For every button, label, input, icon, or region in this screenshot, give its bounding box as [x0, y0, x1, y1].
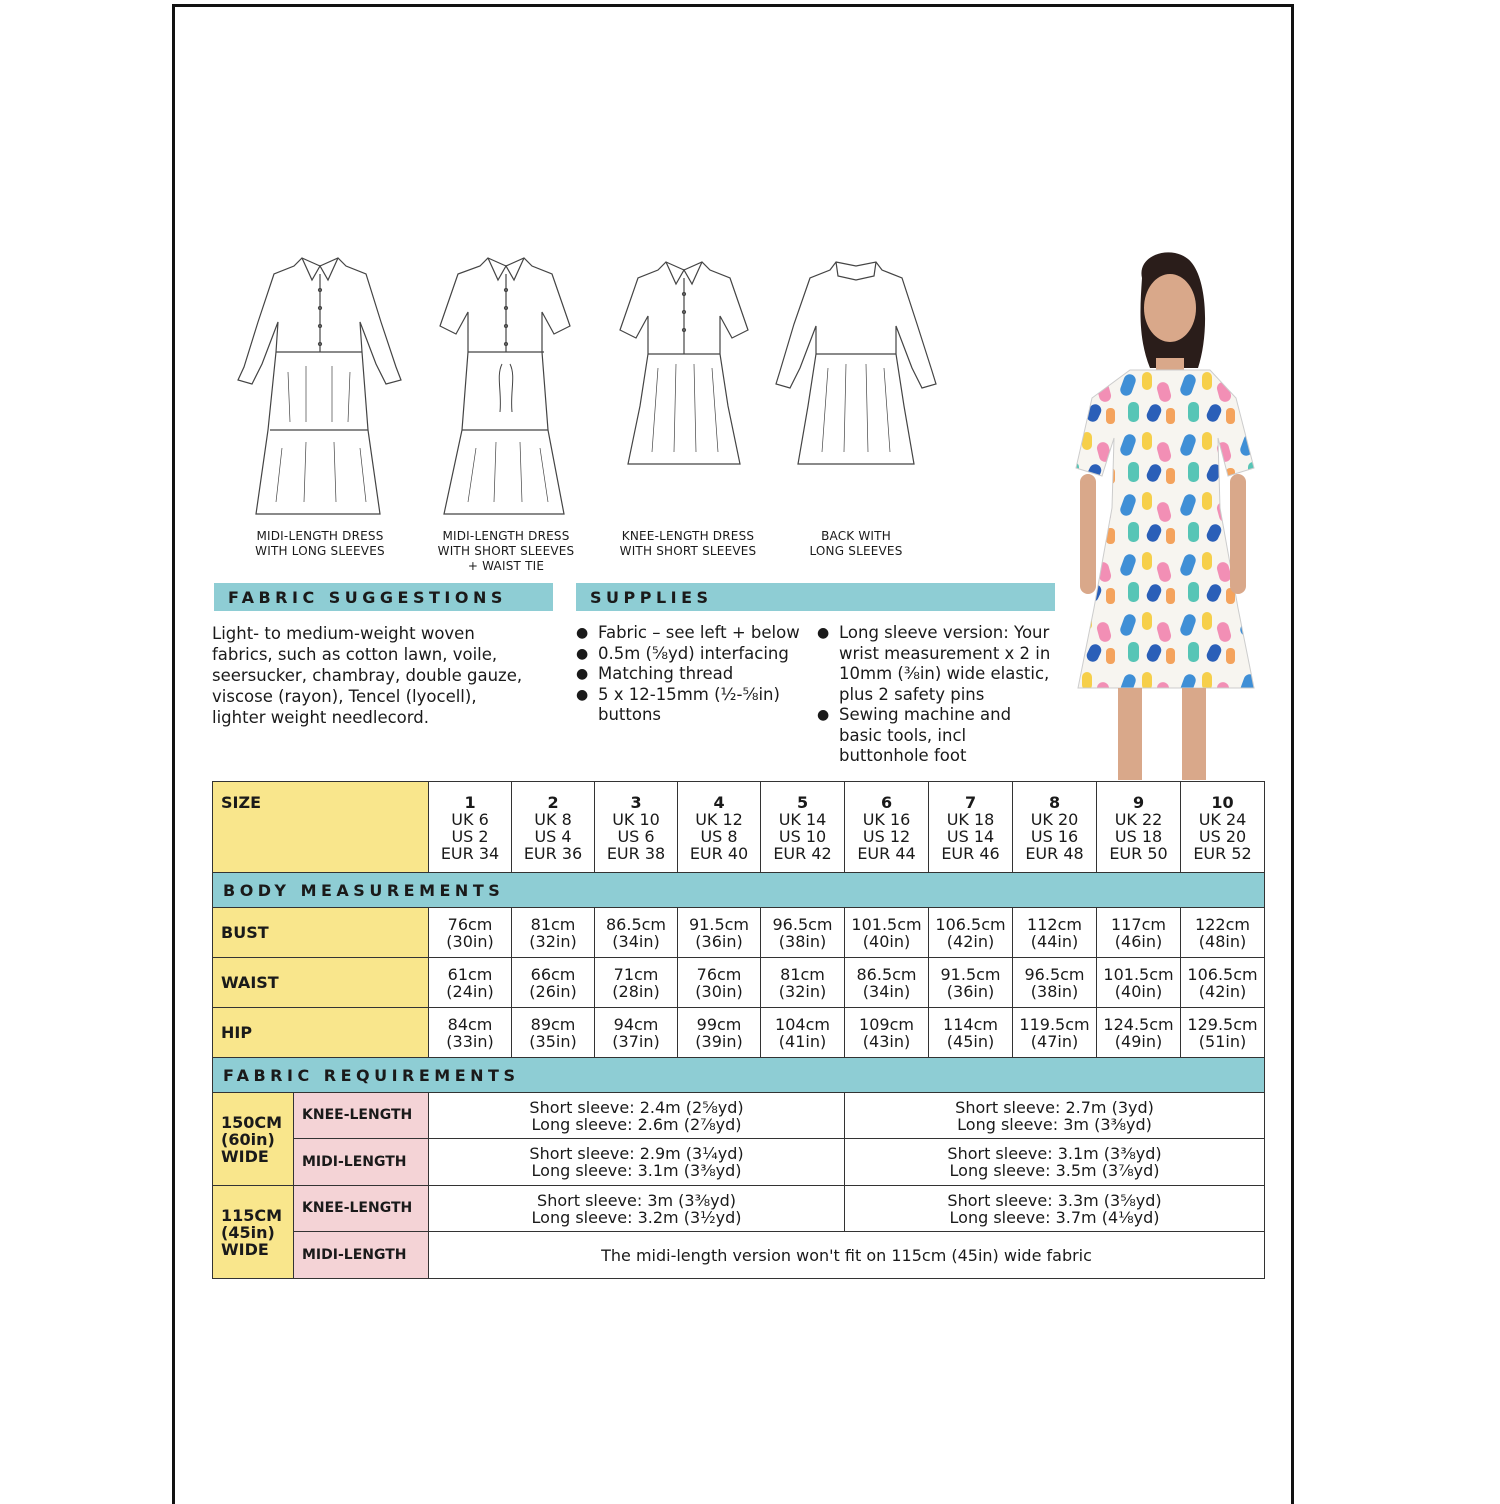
size-us: US 10 — [778, 827, 827, 846]
size-eur: EUR 44 — [857, 844, 916, 863]
size-us: US 6 — [617, 827, 655, 846]
size-number: 5 — [796, 793, 809, 812]
size-uk: UK 18 — [946, 810, 995, 829]
waist-value: 86.5cm (34in) — [845, 958, 929, 1008]
size-us: US 16 — [1030, 827, 1079, 846]
size-uk: UK 24 — [1198, 810, 1247, 829]
req-115-knee-sizes-6-10: Short sleeve: 3.3m (3⅝yd) Long sleeve: 3.7m (4⅛yd) — [845, 1186, 1265, 1232]
sketch-midi-short-sleeve-tie — [436, 252, 576, 522]
supplies-list-left — [576, 623, 812, 726]
size-eur: EUR 50 — [1109, 844, 1168, 863]
sketch-caption-4: BACK WITH LONG SLEEVES — [809, 529, 903, 558]
size-us: US 2 — [451, 827, 489, 846]
bust-row — [213, 908, 1265, 958]
size-cell-4 — [678, 782, 761, 873]
bust-value: 117cm (46in) — [1097, 908, 1181, 958]
bust-value: 101.5cm (40in) — [845, 908, 929, 958]
sketch-caption-1: MIDI-LENGTH DRESS WITH LONG SLEEVES — [255, 529, 385, 558]
size-number: 4 — [713, 793, 725, 812]
sketch-knee-short-sleeve — [614, 256, 754, 471]
knee-length-label: KNEE-LENGTH — [294, 1093, 429, 1139]
fabric-requirements-heading: FABRIC REQUIREMENTS — [213, 1058, 1265, 1093]
supply-item: ● 0.5m (⅝yd) interfacing — [576, 644, 812, 665]
bust-value: 81cm (32in) — [512, 908, 595, 958]
sketch-caption-2: MIDI-LENGTH DRESS WITH SHORT SLEEVES + WAIST TIE — [437, 529, 575, 573]
supplies-list-right — [817, 623, 1055, 767]
size-label: SIZE — [213, 782, 429, 873]
midi-length-label: MIDI-LENGTH — [294, 1232, 429, 1279]
bust-value: 106.5cm (42in) — [929, 908, 1013, 958]
size-us: US 18 — [1114, 827, 1163, 846]
size-eur: EUR 34 — [440, 844, 500, 863]
size-number: 3 — [630, 793, 642, 812]
hip-value: 129.5cm (51in) — [1181, 1008, 1265, 1058]
size-cell-3 — [595, 782, 678, 873]
size-cell-9 — [1097, 782, 1181, 873]
waist-value: 91.5cm (36in) — [929, 958, 1013, 1008]
hip-value: 99cm (39in) — [678, 1008, 761, 1058]
size-eur: EUR 46 — [941, 844, 1000, 863]
size-number: 1 — [464, 793, 476, 812]
sketch-back-long-sleeve — [772, 256, 940, 471]
bust-value: 112cm (44in) — [1013, 908, 1097, 958]
req-115-knee-sizes-1-5: Short sleeve: 3m (3⅜yd) Long sleeve: 3.2m (3½yd) — [429, 1186, 845, 1232]
body-measurements-heading: BODY MEASUREMENTS — [213, 873, 1265, 908]
req-150-knee-row — [213, 1093, 1265, 1139]
size-us: US 8 — [700, 827, 738, 846]
size-cell-10 — [1181, 782, 1265, 873]
size-cell-6 — [845, 782, 929, 873]
req-150-midi-sizes-1-5: Short sleeve: 2.9m (3¼yd) Long sleeve: 3.1m (3⅜yd) — [429, 1139, 845, 1186]
hip-label: HIP — [213, 1008, 429, 1058]
bust-value: 86.5cm (34in) — [595, 908, 678, 958]
sketch-caption-3: KNEE-LENGTH DRESS WITH SHORT SLEEVES — [619, 529, 757, 558]
hip-value: 104cm (41in) — [761, 1008, 845, 1058]
bust-value: 76cm (30in) — [429, 908, 512, 958]
supply-item: ● Fabric – see left + below — [576, 623, 812, 644]
supplies-heading: SUPPLIES — [576, 583, 1055, 611]
size-uk: UK 6 — [451, 810, 489, 829]
size-number: 9 — [1132, 793, 1145, 812]
hip-value: 94cm (37in) — [595, 1008, 678, 1058]
bust-label: BUST — [213, 908, 429, 958]
model-photo — [1058, 248, 1274, 780]
size-us: US 20 — [1198, 827, 1247, 846]
size-cell-5 — [761, 782, 845, 873]
width-150-label: 150CM (60in) WIDE — [213, 1093, 294, 1186]
hip-value: 109cm (43in) — [845, 1008, 929, 1058]
size-eur: EUR 42 — [773, 844, 832, 863]
size-uk: UK 16 — [862, 810, 911, 829]
supply-item: ● Sewing machine and basic tools, incl buttonhole foot — [817, 705, 1055, 767]
size-uk: UK 22 — [1114, 810, 1163, 829]
bust-value: 96.5cm (38in) — [761, 908, 845, 958]
size-chart-table — [212, 781, 1265, 1279]
size-eur: EUR 48 — [1025, 844, 1084, 863]
waist-label: WAIST — [213, 958, 429, 1008]
waist-value: 66cm (26in) — [512, 958, 595, 1008]
size-cell-8 — [1013, 782, 1097, 873]
hip-value: 84cm (33in) — [429, 1008, 512, 1058]
size-cell-2 — [512, 782, 595, 873]
size-uk: UK 14 — [778, 810, 827, 829]
size-us: US 14 — [946, 827, 995, 846]
size-number: 8 — [1048, 793, 1061, 812]
waist-value: 101.5cm (40in) — [1097, 958, 1181, 1008]
size-uk: UK 10 — [612, 810, 660, 829]
waist-value: 81cm (32in) — [761, 958, 845, 1008]
req-150-midi-row — [213, 1139, 1265, 1186]
req-115-midi-row — [213, 1232, 1265, 1279]
size-uk: UK 8 — [534, 810, 572, 829]
size-number: 7 — [964, 793, 977, 812]
size-eur: EUR 40 — [689, 844, 749, 863]
supply-item: ● Matching thread — [576, 664, 812, 685]
size-eur: EUR 38 — [606, 844, 666, 863]
hip-value: 89cm (35in) — [512, 1008, 595, 1058]
fabric-suggestions-text: Light- to medium-weight woven fabrics, such as cotton lawn, voile, seersucker, chambray, double gauze, viscose (rayon), Tencel (lyocell), lighter weight needlecord. — [212, 624, 523, 727]
bust-value: 122cm (48in) — [1181, 908, 1265, 958]
sketch-midi-long-sleeve — [236, 252, 404, 522]
waist-value: 76cm (30in) — [678, 958, 761, 1008]
midi-length-label: MIDI-LENGTH — [294, 1139, 429, 1186]
size-number: 2 — [547, 793, 559, 812]
req-115-midi-note: The midi-length version won't fit on 115cm (45in) wide fabric — [429, 1232, 1265, 1279]
req-150-knee-sizes-1-5: Short sleeve: 2.4m (2⅝yd) Long sleeve: 2.6m (2⅞yd) — [429, 1093, 845, 1139]
size-number: 10 — [1211, 793, 1234, 812]
waist-row — [213, 958, 1265, 1008]
hip-value: 119.5cm (47in) — [1013, 1008, 1097, 1058]
fabric-requirements-row — [213, 1058, 1265, 1093]
size-us: US 4 — [534, 827, 572, 846]
req-150-knee-sizes-6-10: Short sleeve: 2.7m (3yd) Long sleeve: 3m (3⅜yd) — [845, 1093, 1265, 1139]
hip-value: 124.5cm (49in) — [1097, 1008, 1181, 1058]
waist-value: 106.5cm (42in) — [1181, 958, 1265, 1008]
supply-item: ● 5 x 12-15mm (½-⅝in) buttons — [576, 685, 812, 726]
hip-row — [213, 1008, 1265, 1058]
size-number: 6 — [880, 793, 893, 812]
knee-length-label: KNEE-LENGTH — [294, 1186, 429, 1232]
size-cell-1 — [429, 782, 512, 873]
size-row — [213, 782, 1265, 873]
req-115-knee-row — [213, 1186, 1265, 1232]
size-uk: UK 12 — [695, 810, 743, 829]
waist-value: 71cm (28in) — [595, 958, 678, 1008]
fabric-suggestions-heading: FABRIC SUGGESTIONS — [214, 583, 553, 611]
body-measurements-row — [213, 873, 1265, 908]
supply-item: ● Long sleeve version: Your wrist measurement x 2 in 10mm (⅜in) wide elastic, plus 2 safety pins — [817, 623, 1055, 705]
size-us: US 12 — [862, 827, 911, 846]
size-cell-7 — [929, 782, 1013, 873]
size-uk: UK 20 — [1030, 810, 1079, 829]
waist-value: 61cm (24in) — [429, 958, 512, 1008]
hip-value: 114cm (45in) — [929, 1008, 1013, 1058]
size-eur: EUR 36 — [523, 844, 583, 863]
waist-value: 96.5cm (38in) — [1013, 958, 1097, 1008]
width-115-label: 115CM (45in) WIDE — [213, 1186, 294, 1279]
size-eur: EUR 52 — [1193, 844, 1252, 863]
bust-value: 91.5cm (36in) — [678, 908, 761, 958]
req-150-midi-sizes-6-10: Short sleeve: 3.1m (3⅜yd) Long sleeve: 3.5m (3⅞yd) — [845, 1139, 1265, 1186]
